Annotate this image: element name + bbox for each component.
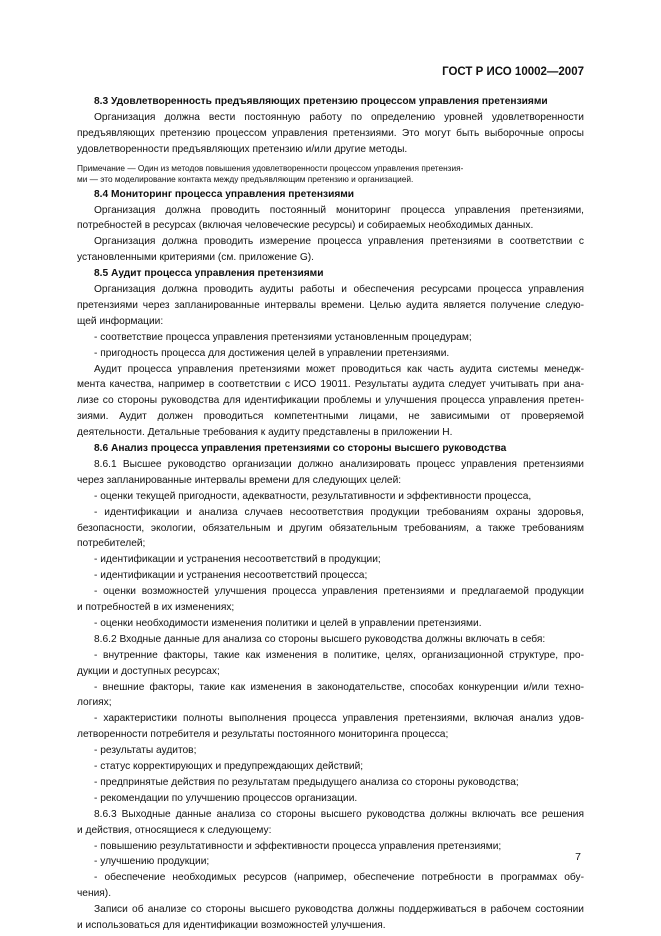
section-heading: 8.4 Мониторинг процесса управления претензиями xyxy=(94,188,355,200)
text-line: - идентификации и анализа случаев несоответствия продукции требованиям охраны здоровья, xyxy=(94,506,584,518)
text-line: 8.6.1 Высшее руководство организации должно анализировать процесс управления претензиями xyxy=(94,458,584,470)
text-line: и потребностей в их изменениях; xyxy=(77,602,235,613)
text-line: - идентификации и устранения несоответствий в продукции; xyxy=(94,554,381,566)
text-line: установленными критериями (см. приложение G). xyxy=(77,252,314,264)
text-line: через запланированные интервалы времени для следующих целей: xyxy=(77,474,402,486)
text-line: - оценки текущей пригодности, адекватности, результативности и эффективности процесса, xyxy=(94,490,532,502)
text-line: - пригодность процесса для достижения целей в управлении претензиями. xyxy=(94,347,450,359)
document-code-header: ГОСТ Р ИСО 10002—2007 xyxy=(442,66,584,78)
page-number: 7 xyxy=(575,851,581,863)
text-line: щей информации: xyxy=(77,315,164,327)
text-line: - обеспечение необходимых ресурсов (например, обеспечение потребности в программах обу- xyxy=(94,872,584,884)
text-line: претензиями через запланированные интервалы времени. Целью аудита является получение следую- xyxy=(77,299,584,311)
note-line: ми — это моделирование контакта между предъявляющим претензию и организацией. xyxy=(77,173,414,184)
text-line: Записи об анализе со стороны высшего руководства должны поддерживаться в рабочем состоянии xyxy=(94,904,584,916)
text-line: - результаты аудитов; xyxy=(94,745,197,757)
text-line: - оценки возможностей улучшения процесса управления претензиями и предлагаемой продукции xyxy=(94,586,584,598)
text-line: - соответствие процесса управления претензиями установленным процедурам; xyxy=(94,331,472,343)
text-line: летворенности потребителя и результаты постоянного мониторинга процесса; xyxy=(77,729,449,741)
text-line: потребностей в ресурсах (включая человеческие ресурсы) и собираемых необходимых данных. xyxy=(77,220,534,232)
text-line: потребителей; xyxy=(77,538,146,550)
text-line: - внутренние факторы, такие как изменения в политике, целях, организационной структуре, про- xyxy=(94,649,584,661)
text-line: Аудит процесса управления претензиями может проводиться как часть аудита системы менедж- xyxy=(94,363,584,375)
text-line: предъявляющих претензию процессом управления претензиями. Это могут быть выборочные опросы xyxy=(77,127,584,139)
text-line: Организация должна проводить измерение процесса управления претензиями в соответствии с xyxy=(94,236,584,248)
text-line: - статус корректирующих и предупреждающих действий; xyxy=(94,761,364,772)
text-line: логиях; xyxy=(77,697,112,709)
text-line: лизе со стороны руководства для идентификации проблемы и улучшения процесса управления претен- xyxy=(77,395,584,407)
text-line: 8.6.3 Выходные данные анализа со стороны высшего руководства должны включать все решения xyxy=(94,808,584,820)
text-line: и использоваться для идентификации возможностей улучшения. xyxy=(77,920,386,931)
text-line: - предпринятые действия по результатам предыдущего анализа со стороны руководства; xyxy=(94,776,519,788)
section-heading: 8.3 Удовлетворенность предъявляющих претензию процессом управления претензиями xyxy=(94,96,548,107)
text-line: - рекомендации по улучшению процессов организации. xyxy=(94,792,358,804)
text-line: Организация должна проводить постоянный мониторинг процесса управления претензиями, xyxy=(94,204,584,216)
text-line: удовлетворенности предъявляющих претензию и/или другие методы. xyxy=(77,143,408,155)
text-line: Организация должна вести постоянную работу по определению уровней удовлетворенности xyxy=(94,111,584,123)
note-line: Примечание — Один из методов повышения удовлетворенности процессом управления претензия- xyxy=(77,162,464,173)
text-line: мента качества, например в соответствии с ИСО 19011. Результаты аудита следует учитывать при ана- xyxy=(77,379,584,391)
text-line: дукции и доступных ресурсах; xyxy=(77,665,220,677)
text-line: - характеристики полноты выполнения процесса управления претензиями, включая анализ удов- xyxy=(94,713,584,725)
text-line: - повышению результативности и эффективности процесса управления претензиями; xyxy=(94,840,502,852)
text-line: - улучшению продукции; xyxy=(94,856,210,868)
text-line: - внешние факторы, такие как изменения в законодательстве, способах конкуренции и/или техно- xyxy=(94,681,584,693)
text-line: - оценки необходимости изменения политики и целей в управлении претензиями. xyxy=(94,617,482,629)
text-line: и действия, относящиеся к следующему: xyxy=(77,824,272,836)
text-line: безопасности, экологии, обязательным и другим обязательным требованиям, а также требованиям xyxy=(77,522,584,534)
text-line: зиями. Аудит должен проводиться компетентными лицами, не зависимыми от проверяемой xyxy=(77,411,584,423)
section-heading: 8.6 Анализ процесса управления претензиями со стороны высшего руководства xyxy=(94,443,507,454)
text-line: 8.6.2 Входные данные для анализа со стороны высшего руководства должны включать в себя: xyxy=(94,633,546,645)
text-line: Организация должна проводить аудиты работы и обеспечения ресурсами процесса управления xyxy=(94,284,584,295)
section-heading: 8.5 Аудит процесса управления претензиями xyxy=(94,268,324,280)
text-line: чения). xyxy=(77,888,112,900)
text-line: - идентификации и устранения несоответствий процесса; xyxy=(94,570,368,582)
text-line: деятельности. Детальные требования к аудиту представлены в приложении H. xyxy=(77,427,453,439)
